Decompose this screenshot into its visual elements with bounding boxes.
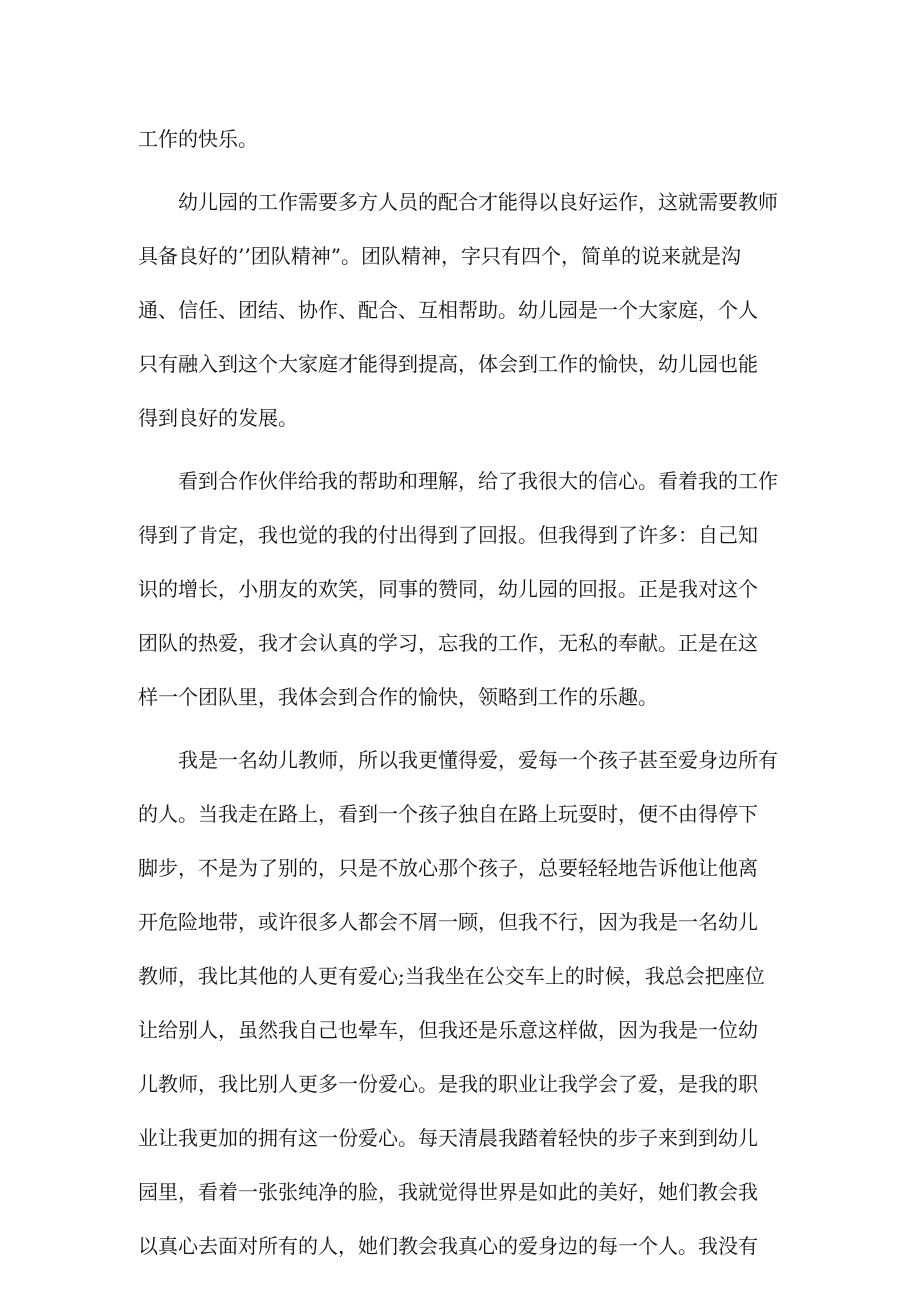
text-line: 工作的快乐。 <box>138 127 258 151</box>
paragraph-gap <box>138 166 778 175</box>
text-line: 具备良好的’’团队精神”。团队精神，字只有四个，简单的说来就是沟 <box>138 244 741 268</box>
text-line: 业让我更加的拥有这一份爱心。每天清晨我踏着轻快的步子来到到幼儿 <box>138 1126 758 1150</box>
text-line: 园里，看着一张张纯净的脸，我就觉得世界是如此的美好，她们教会我 <box>138 1180 758 1204</box>
text-line: 教师，我比其他的人更有爱心;当我坐在公交车上的时候，我总会把座位 <box>138 964 765 988</box>
text-line: 开危险地带，或许很多人都会不屑一顾，但我不行，因为我是一名幼儿 <box>138 910 758 934</box>
text-line: 只有融入到这个大家庭才能得到提高，体会到工作的愉快，幼儿园也能 <box>138 352 758 376</box>
paragraph <box>138 112 778 166</box>
paragraph <box>138 175 778 445</box>
text-line: 儿教师，我比别人更多一份爱心。是我的职业让我学会了爱，是我的职 <box>138 1072 758 1096</box>
text-line: 样一个团队里，我体会到合作的愉快，领略到工作的乐趣。 <box>138 685 658 709</box>
text-line: 得到良好的发展。 <box>138 406 298 430</box>
text-line: 让给别人，虽然我自己也晕车，但我还是乐意这样做，因为我是一位幼 <box>138 1018 758 1042</box>
text-line: 我是一名幼儿教师，所以我更懂得爱，爱每一个孩子甚至爱身边所有 <box>138 748 778 772</box>
text-line: 脚步，不是为了别的，只是不放心那个孩子，总要轻轻地告诉他让他离 <box>138 856 758 880</box>
paragraph-gap <box>138 445 778 454</box>
text-line: 幼儿园的工作需要多方人员的配合才能得以良好运作，这就需要教师 <box>138 190 778 214</box>
text-line: 的人。当我走在路上，看到一个孩子独自在路上玩耍时，便不由得停下 <box>138 802 758 826</box>
text-line: 识的增长，小朋友的欢笑，同事的赞同，幼儿园的回报。正是我对这个 <box>138 577 758 601</box>
document-page <box>138 112 778 1273</box>
paragraph <box>138 733 778 1273</box>
text-line: 看到合作伙伴给我的帮助和理解，给了我很大的信心。看着我的工作 <box>138 469 778 493</box>
text-line: 以真心去面对所有的人，她们教会我真心的爱身边的每一个人。我没有 <box>138 1234 758 1258</box>
text-line: 团队的热爱，我才会认真的学习，忘我的工作，无私的奉献。正是在这 <box>138 631 758 655</box>
paragraph-gap <box>138 724 778 733</box>
text-line: 通、信任、团结、协作、配合、互相帮助。幼儿园是一个大家庭，个人 <box>138 298 758 322</box>
paragraph <box>138 454 778 724</box>
text-line: 得到了肯定，我也觉的我的付出得到了回报。但我得到了许多：自己知 <box>138 523 758 547</box>
